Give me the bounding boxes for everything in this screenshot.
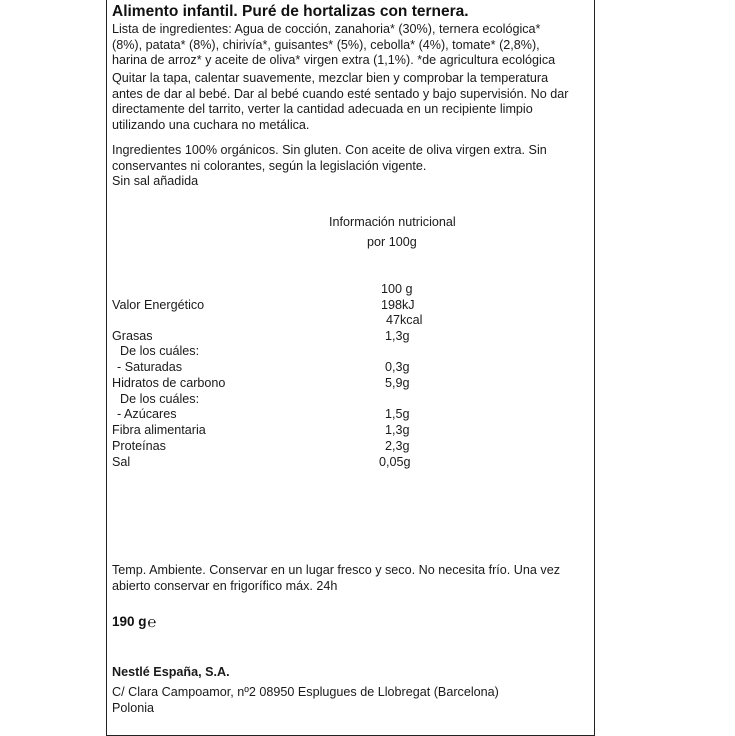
nutrition-row-value: 1,3g (385, 329, 410, 343)
nutrition-per-label: por 100g (367, 235, 417, 249)
nutrition-row-label: Grasas (112, 329, 153, 343)
ingredients-paragraph (112, 22, 555, 69)
net-weight-value: 190 g (112, 614, 147, 629)
instructions-line: directamente del tarrito, verter la cantidad adecuada en un recipiente limpio (112, 102, 533, 117)
claims-line: Sin sal añadida (112, 174, 199, 189)
ingredients-line: Lista de ingredientes: Agua de cocción, zanahoria* (30%), ternera ecológica* (112, 22, 541, 36)
ingredients-line: (8%), patata* (8%), chirivía*, guisantes* (5%), cebolla* (4%), tomate* (2,8%), (112, 37, 540, 52)
nutrition-row-label: De los cuáles: (120, 344, 200, 358)
estimated-sign-icon: ℮ (147, 614, 157, 631)
claims-line: Ingredientes 100% orgánicos. Sin gluten. Con aceite de oliva virgen extra. Sin (112, 143, 547, 157)
nutrition-row-label: Sal (112, 455, 131, 469)
nutrition-row-label: Valor Energético (112, 298, 205, 312)
net-weight (112, 614, 157, 631)
storage-line: Temp. Ambiente. Conservar en un lugar fresco y seco. No necesita frío. Una vez (112, 563, 560, 577)
nutrition-row-value: 0,05g (379, 455, 411, 469)
instructions-line: antes de dar al bebé. Dar al bebé cuando esté sentado y bajo supervisión. No dar (112, 86, 569, 101)
nutrition-row-label: De los cuáles: (120, 392, 200, 406)
product-title: Alimento infantil. Puré de hortalizas con ternera. (112, 3, 469, 20)
nutrition-row-value: 198kJ (381, 298, 415, 312)
ingredients-line: harina de arroz* y aceite de oliva* virgen extra (1,1%). *de agricultura ecológica (112, 53, 556, 68)
instructions-line: Quitar la tapa, calentar suavemente, mezclar bien y comprobar la temperatura (112, 71, 549, 85)
claims-paragraph (112, 143, 547, 190)
nutrition-row-value: 1,3g (385, 423, 410, 437)
storage-paragraph (112, 563, 560, 594)
nutrition-row-label: Hidratos de carbono (112, 376, 226, 390)
nutrition-heading: Información nutricional (329, 215, 456, 229)
instructions-paragraph (112, 71, 568, 133)
nutrition-row-value: 0,3g (385, 360, 410, 374)
nutrition-column-header: 100 g (381, 282, 413, 296)
nutrition-row-label: - Saturadas (117, 360, 183, 374)
company-address: C/ Clara Campoamor, nº2 08950 Esplugues de Llobregat (Barcelona) (112, 685, 499, 699)
company-name: Nestlé España, S.A. (112, 665, 230, 679)
storage-line: abierto conservar en frigorífico máx. 24h (112, 578, 338, 593)
nutrition-row-value: 1,5g (385, 407, 410, 421)
nutrition-row-label: - Azúcares (117, 407, 177, 421)
nutrition-row-label: Fibra alimentaria (112, 423, 206, 437)
claims-line: conservantes ni colorantes, según la legislación vigente. (112, 158, 427, 173)
nutrition-row-value: 5,9g (385, 376, 410, 390)
nutrition-row-label: Proteínas (112, 439, 166, 453)
country-of-origin: Polonia (112, 701, 155, 715)
instructions-line: utilizando una cuchara no metálica. (112, 117, 310, 132)
nutrition-row-value: 47kcal (386, 313, 423, 327)
nutrition-row-value: 2,3g (385, 439, 410, 453)
